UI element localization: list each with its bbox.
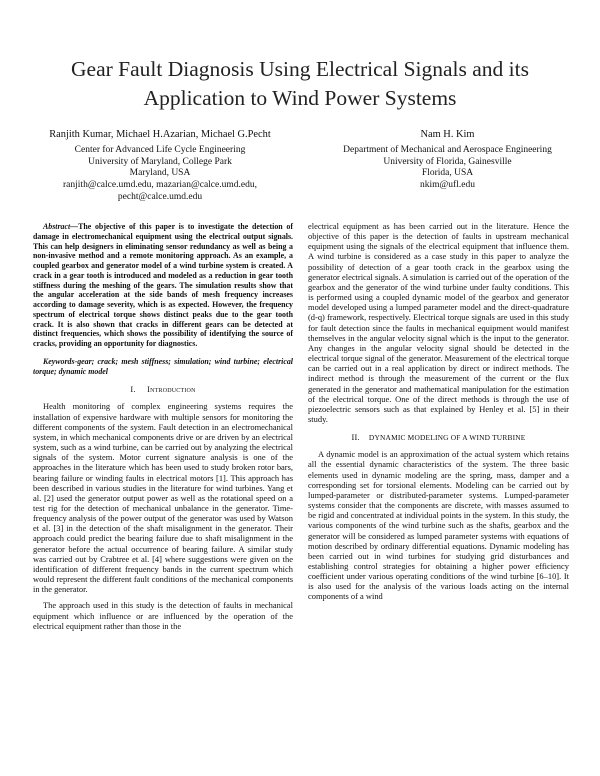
intro-paragraph-2: The approach used in this study is the detection of faults in mechanical equipment which influence or are influenced by the operation of the electrical equipment rather than those in the (33, 600, 293, 631)
section-heading-introduction (33, 385, 293, 395)
email-line: pecht@calce.umd.edu (117, 191, 203, 202)
author-block-left (25, 129, 295, 204)
abstract-label: Abstract— (43, 222, 79, 231)
affiliation-line: Department of Mechanical and Aerospace Engineering (343, 144, 552, 155)
section-title: DYNAMIC MODELING OF A WIND TURBINE (368, 433, 526, 443)
right-paragraph-2: A dynamic model is an approximation of the actual system which retains all the essential dynamic characteristics of the system. The three basic elements used in dynamic modeling are the spring, mass, damper and a corresponding set for torsional elements. Modeling can be carried out by lumped-parameter or distributed-parameter systems. Lumped-parameter systems consider that the components are discrete, with masses assumed to be rigid and concentrated at individual points in the system. In this study, the various components of the wind turbine such as the shafts, gearbox and the generator will be considered as lumped parameter systems with equations of motion described by ordinary differential equations. Dynamic modeling has been carried out in wind turbines for studying grid disturbances and establishing control strategies for obtaining a higher power efficiency coefficient under various operating conditions of the wind turbine [6–10]. It is also used for the analysis of the various loads acting on the internal components of a wind (308, 449, 569, 602)
affiliation-line: Center for Advanced Life Cycle Engineering (74, 144, 246, 155)
right-paragraph-1: electrical equipment as has been carried out in the literature. Hence the objective of this paper is the detection of faults in upstream mechanical equipment using the signals of the electrical equipment that influence them. A wind turbine is considered as a case study in this paper to analyze the possibility of detection of a gear tooth crack in the gearbox using the generator electrical signals. A simulation is carried out of the operation of the gearbox and the generator of the wind turbine under faulty conditions. This is performed using a coupled dynamic model of the gearbox and generator model developed using a lumped parameter model and the direct-quadrature (d-q) framework, respectively. Electrical torque signals are used in this study for fault detection since the faults in mechanical equipment would manifest themselves in the angular velocity signal which is the input to the generator. Any changes in the angular velocity signal should be detected in the electrical torque signal of the generator. Measurement of the electrical torque can be carried out in a real application by direct or indirect methods. The indirect method is through the measurement of the current or the flux generated in the generator and mathematical manipulation for the estimation of the electrical torque. One of the direct methods is through the use of piezoelectric sensors such as that explained by Henley et al. [5] in their study. (308, 221, 569, 424)
author-block-right (305, 129, 590, 192)
paper-title (30, 55, 570, 113)
right-column (308, 221, 569, 602)
title-line-2: Application to Wind Power Systems (143, 86, 457, 110)
abstract (33, 222, 293, 349)
email-line: nkim@ufl.edu (420, 180, 475, 191)
email-line: ranjith@calce.umd.edu, mazarian@calce.umd.edu, (63, 180, 257, 191)
section-number: I. (130, 385, 136, 395)
affiliation-line: Florida, USA (421, 168, 474, 179)
section-title: Introduction (147, 385, 196, 395)
section-heading-dynamic-modeling (308, 433, 569, 443)
affiliation-line: University of Maryland, College Park (88, 156, 232, 167)
affiliation-line: University of Florida, Gainesville (383, 156, 512, 167)
left-column (33, 222, 293, 631)
section-number: II. (351, 433, 360, 443)
affiliation-line: Maryland, USA (129, 168, 191, 179)
keywords: Keywords-gear; crack; mesh stiffness; simulation; wind turbine; electrical torque; dynamic model (33, 356, 293, 376)
abstract-text: The objective of this paper is to investigate the detection of damage in electromechanical equipment using the electrical output signals. This can help designers in eliminating sensor redundancy as well as being a non-invasive method and a remote monitoring approach. As an example, a coupled gearbox and generator model of a wind turbine system is created. A crack in a gear tooth is introduced and modeled as a reduction in gear tooth stiffness during the meshing of the gears. The simulation results show that the angular acceleration at the side bands of mesh frequency increases according to damage severity, which is as expected. However, the frequency spectrum of electrical torque shows distinct peaks due to the gear tooth crack. It is also shown that cracks in different gears can be detected at distinct frequencies, which shows the possibility of identifying the source of cracks, providing an opportunity for diagnostics. (33, 222, 293, 348)
title-line-1: Gear Fault Diagnosis Using Electrical Signals and its (71, 57, 529, 81)
intro-paragraph-1: Health monitoring of complex engineering systems requires the installation of expensive hardware with multiple sensors for monitoring the different components of the system. Fault detection in an electromechanical system, in which mechanical components drive or are driven by an electrical system, such as a wind turbine, can be carried out by analyzing the electrical signals of the system. Motor current signature analysis is one of the approaches in the literature which has been used to study broken rotor bars, bearing failure or winding faults in electrical motors [1]. This approach has been described in various studies in the literature for wind turbines. Yang et al. [2] used the generator output power as well as the rotational speed on a test rig for the detection of mechanical unbalance in the generator. Time-frequency analysis of the power output of the generator was used by Watson et al. [3] in the detection of the shaft misalignment in the generator. Their approach could predict the bearing failure due to shaft misalignment in the generator before the actual occurrence of bearing failure. A similar study was carried out by Crabtree et al. [4] where suggestions were given on the identification of different frequency bands in the current spectrum which would represent the different fault conditions of the mechanical components in the generator. (33, 401, 293, 595)
author-names-right: Nam H. Kim (420, 129, 475, 140)
author-names-left: Ranjith Kumar, Michael H.Azarian, Michael G.Pecht (49, 129, 271, 140)
